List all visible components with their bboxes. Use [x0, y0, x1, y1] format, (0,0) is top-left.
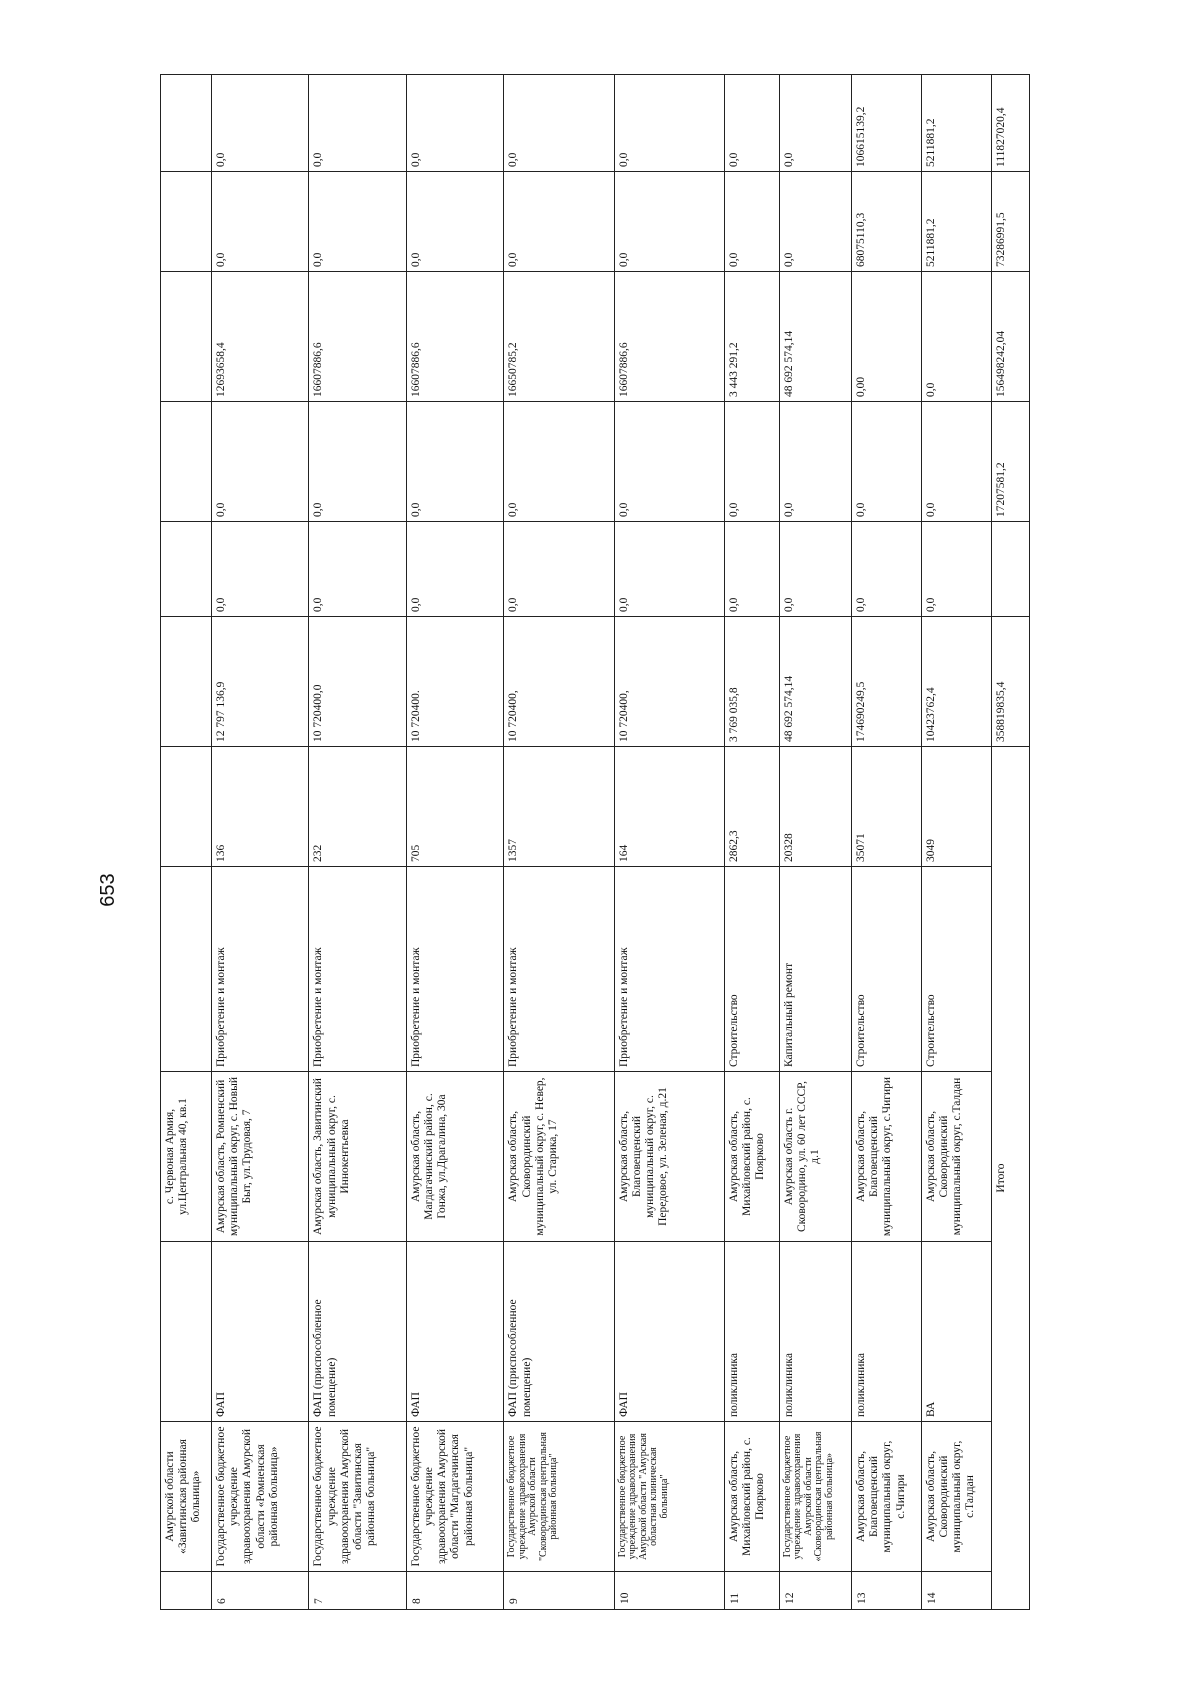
- value-col3-cell: 0,0: [921, 272, 991, 402]
- value-col4-cell: [161, 172, 212, 272]
- table-row: [406, 75, 503, 1610]
- work-type-cell: Приобретение и монтаж: [504, 867, 614, 1072]
- value-col3-cell: 12693658,4: [211, 272, 308, 402]
- value-col5-cell: 0,0: [504, 75, 614, 172]
- address-cell: Амурская область г. Сковородино, ул. 60 лет СССР, д.1: [779, 1072, 851, 1242]
- work-type-cell: Приобретение и монтаж: [406, 867, 503, 1072]
- value-col2-cell: 0,0: [614, 402, 724, 522]
- value-col3-cell: 16607886,6: [406, 272, 503, 402]
- value-col5-cell: 0,0: [309, 75, 406, 172]
- value-col4-cell: 0,0: [724, 172, 779, 272]
- organization-cell: Государственное бюджетное учреждение здравоохранения Амурской области "Сковородинская центральная районная больница": [504, 1422, 614, 1572]
- value-col4-cell: 5211881,2: [921, 172, 991, 272]
- value-col2-cell: 0,0: [406, 402, 503, 522]
- value-col1-cell: 0,0: [211, 522, 308, 617]
- row-number: 9: [504, 1572, 614, 1610]
- value-col5-cell: 0,0: [211, 75, 308, 172]
- organization-cell: Государственное бюджетное учреждение здравоохранения Амурской области "Амурская областная клиническая больница": [614, 1422, 724, 1572]
- funding-table: [160, 74, 1030, 1610]
- row-number: 10: [614, 1572, 724, 1610]
- total-value-col4-cell: 73286991,5: [991, 172, 1029, 272]
- cost-cell: 10 720400,: [504, 617, 614, 747]
- cost-cell: [161, 617, 212, 747]
- area-cell: 20328: [779, 747, 851, 867]
- table-row: [161, 75, 212, 1610]
- organization-cell: Государственное бюджетное учреждение здравоохранения Амурской области «Ромненская районная больница»: [211, 1422, 308, 1572]
- facility-type-cell: ФАП: [211, 1242, 308, 1422]
- work-type-cell: Строительство: [921, 867, 991, 1072]
- value-col1-cell: [161, 522, 212, 617]
- value-col3-cell: 16650785,2: [504, 272, 614, 402]
- value-col2-cell: 0,0: [921, 402, 991, 522]
- cost-cell: 48 692 574,14: [779, 617, 851, 747]
- area-cell: 1357: [504, 747, 614, 867]
- row-number: 12: [779, 1572, 851, 1610]
- organization-cell: Амурская область, Михайловский район, с. Поярково: [724, 1422, 779, 1572]
- row-number: 14: [921, 1572, 991, 1610]
- row-number: 11: [724, 1572, 779, 1610]
- value-col5-cell: 0,0: [614, 75, 724, 172]
- address-cell: Амурская область, Сковородинский муниципальный округ, с. Невер, ул. Старика, 17: [504, 1072, 614, 1242]
- value-col2-cell: 0,0: [211, 402, 308, 522]
- area-cell: 136: [211, 747, 308, 867]
- area-cell: [161, 747, 212, 867]
- facility-type-cell: поликлиника: [779, 1242, 851, 1422]
- organization-cell: Амурская область, Сковородинский муниципальный округ, с.Талдан: [921, 1422, 991, 1572]
- area-cell: 35071: [851, 747, 921, 867]
- table-row: [921, 75, 991, 1610]
- work-type-cell: Строительство: [851, 867, 921, 1072]
- facility-type-cell: ФАП: [406, 1242, 503, 1422]
- value-col3-cell: 16607886,6: [309, 272, 406, 402]
- value-col5-cell: 5211881,2: [921, 75, 991, 172]
- total-value-col5-cell: 111827020,4: [991, 75, 1029, 172]
- facility-type-cell: ВА: [921, 1242, 991, 1422]
- value-col2-cell: [161, 402, 212, 522]
- table-row: [309, 75, 406, 1610]
- value-col2-cell: 0,0: [504, 402, 614, 522]
- value-col1-cell: 0,0: [504, 522, 614, 617]
- work-type-cell: Капитальный ремонт: [779, 867, 851, 1072]
- total-row: [991, 75, 1029, 1610]
- value-col5-cell: [161, 75, 212, 172]
- cost-cell: 10 720400.: [406, 617, 503, 747]
- row-number: 6: [211, 1572, 308, 1610]
- total-label: Итого: [991, 747, 1029, 1610]
- address-cell: Амурская область, Магдагачинский район, с. Гонжа, ул.Драгалина, 30а: [406, 1072, 503, 1242]
- value-col1-cell: 0,0: [406, 522, 503, 617]
- cost-cell: 174690249,5: [851, 617, 921, 747]
- value-col3-cell: 3 443 291,2: [724, 272, 779, 402]
- value-col5-cell: 0,0: [779, 75, 851, 172]
- facility-type-cell: ФАП (приспособленное помещение): [504, 1242, 614, 1422]
- value-col3-cell: 16607886,6: [614, 272, 724, 402]
- table-row: [779, 75, 851, 1610]
- value-col2-cell: 0,0: [309, 402, 406, 522]
- value-col1-cell: 0,0: [779, 522, 851, 617]
- area-cell: 705: [406, 747, 503, 867]
- total-value-col2-cell: 17207581,2: [991, 402, 1029, 522]
- value-col3-cell: 0,00: [851, 272, 921, 402]
- value-col4-cell: 0,0: [504, 172, 614, 272]
- cost-cell: 10423762,4: [921, 617, 991, 747]
- address-cell: Амурская область, Благовещенский муниципальный округ, с.Чигири: [851, 1072, 921, 1242]
- total-cost-cell: 358819835,4: [991, 617, 1029, 747]
- value-col2-cell: 0,0: [851, 402, 921, 522]
- work-type-cell: [161, 867, 212, 1072]
- value-col4-cell: 0,0: [211, 172, 308, 272]
- area-cell: 164: [614, 747, 724, 867]
- address-cell: Амурская область, Ромненский муниципальный округ, с. Новый Быт, ул.Трудовая, 7: [211, 1072, 308, 1242]
- value-col2-cell: 0,0: [779, 402, 851, 522]
- table-row: [851, 75, 921, 1610]
- total-value-col1-cell: [991, 522, 1029, 617]
- page-number: 653: [97, 873, 119, 907]
- value-col1-cell: 0,0: [614, 522, 724, 617]
- cost-cell: 10 720400,0: [309, 617, 406, 747]
- cost-cell: 12 797 136,9: [211, 617, 308, 747]
- facility-type-cell: поликлиника: [724, 1242, 779, 1422]
- organization-cell: Государственное бюджетное учреждение здравоохранения Амурской области "Магдагачинская районная больница": [406, 1422, 503, 1572]
- area-cell: 3049: [921, 747, 991, 867]
- organization-cell: Государственное бюджетное учреждение здравоохранения Амурской области «Сковородинская центральная районная больница»: [779, 1422, 851, 1572]
- value-col1-cell: 0,0: [851, 522, 921, 617]
- facility-type-cell: ФАП: [614, 1242, 724, 1422]
- cost-cell: 10 720400,: [614, 617, 724, 747]
- organization-cell: Амурской области «Завитинская районная больница»: [161, 1422, 212, 1572]
- address-cell: Амурская область, Завитинский муниципальный округ, с. Иннокентьевка: [309, 1072, 406, 1242]
- value-col5-cell: 106615139,2: [851, 75, 921, 172]
- value-col1-cell: 0,0: [921, 522, 991, 617]
- row-number: [161, 1572, 212, 1610]
- value-col5-cell: 0,0: [406, 75, 503, 172]
- facility-type-cell: [161, 1242, 212, 1422]
- organization-cell: Амурская область, Благовещенский муниципальный округ, с.Чигири: [851, 1422, 921, 1572]
- cost-cell: 3 769 035,8: [724, 617, 779, 747]
- facility-type-cell: ФАП (приспособленное помещение): [309, 1242, 406, 1422]
- work-type-cell: Строительство: [724, 867, 779, 1072]
- value-col3-cell: [161, 272, 212, 402]
- value-col4-cell: 0,0: [614, 172, 724, 272]
- row-number: 13: [851, 1572, 921, 1610]
- area-cell: 232: [309, 747, 406, 867]
- value-col4-cell: 0,0: [309, 172, 406, 272]
- facility-type-cell: поликлиника: [851, 1242, 921, 1422]
- address-cell: Амурская область, Сковородинский муниципальный округ, с.Талдан: [921, 1072, 991, 1242]
- value-col2-cell: 0,0: [724, 402, 779, 522]
- work-type-cell: Приобретение и монтаж: [211, 867, 308, 1072]
- table-body: [161, 75, 1030, 1610]
- address-cell: Амурская область, Благовещенский муниципальный округ, с. Передовое, ул. Зеленая, д.21: [614, 1072, 724, 1242]
- address-cell: Амурская область, Михайловский район, с. Поярково: [724, 1072, 779, 1242]
- rotated-table-container: [160, 75, 1030, 1610]
- value-col3-cell: 48 692 574,14: [779, 272, 851, 402]
- value-col4-cell: 0,0: [779, 172, 851, 272]
- organization-cell: Государственное бюджетное учреждение здравоохранения Амурской области "Завитинская районная больница": [309, 1422, 406, 1572]
- work-type-cell: Приобретение и монтаж: [614, 867, 724, 1072]
- row-number: 8: [406, 1572, 503, 1610]
- table-row: [211, 75, 308, 1610]
- work-type-cell: Приобретение и монтаж: [309, 867, 406, 1072]
- value-col4-cell: 68075110,3: [851, 172, 921, 272]
- value-col1-cell: 0,0: [724, 522, 779, 617]
- area-cell: 2862,3: [724, 747, 779, 867]
- table-row: [504, 75, 614, 1610]
- address-cell: с. Червоная Армия, ул.Центральная 40, кв.1: [161, 1072, 212, 1242]
- table-row: [614, 75, 724, 1610]
- row-number: 7: [309, 1572, 406, 1610]
- value-col4-cell: 0,0: [406, 172, 503, 272]
- value-col1-cell: 0,0: [309, 522, 406, 617]
- total-value-col3-cell: 156498242,04: [991, 272, 1029, 402]
- value-col5-cell: 0,0: [724, 75, 779, 172]
- table-row: [724, 75, 779, 1610]
